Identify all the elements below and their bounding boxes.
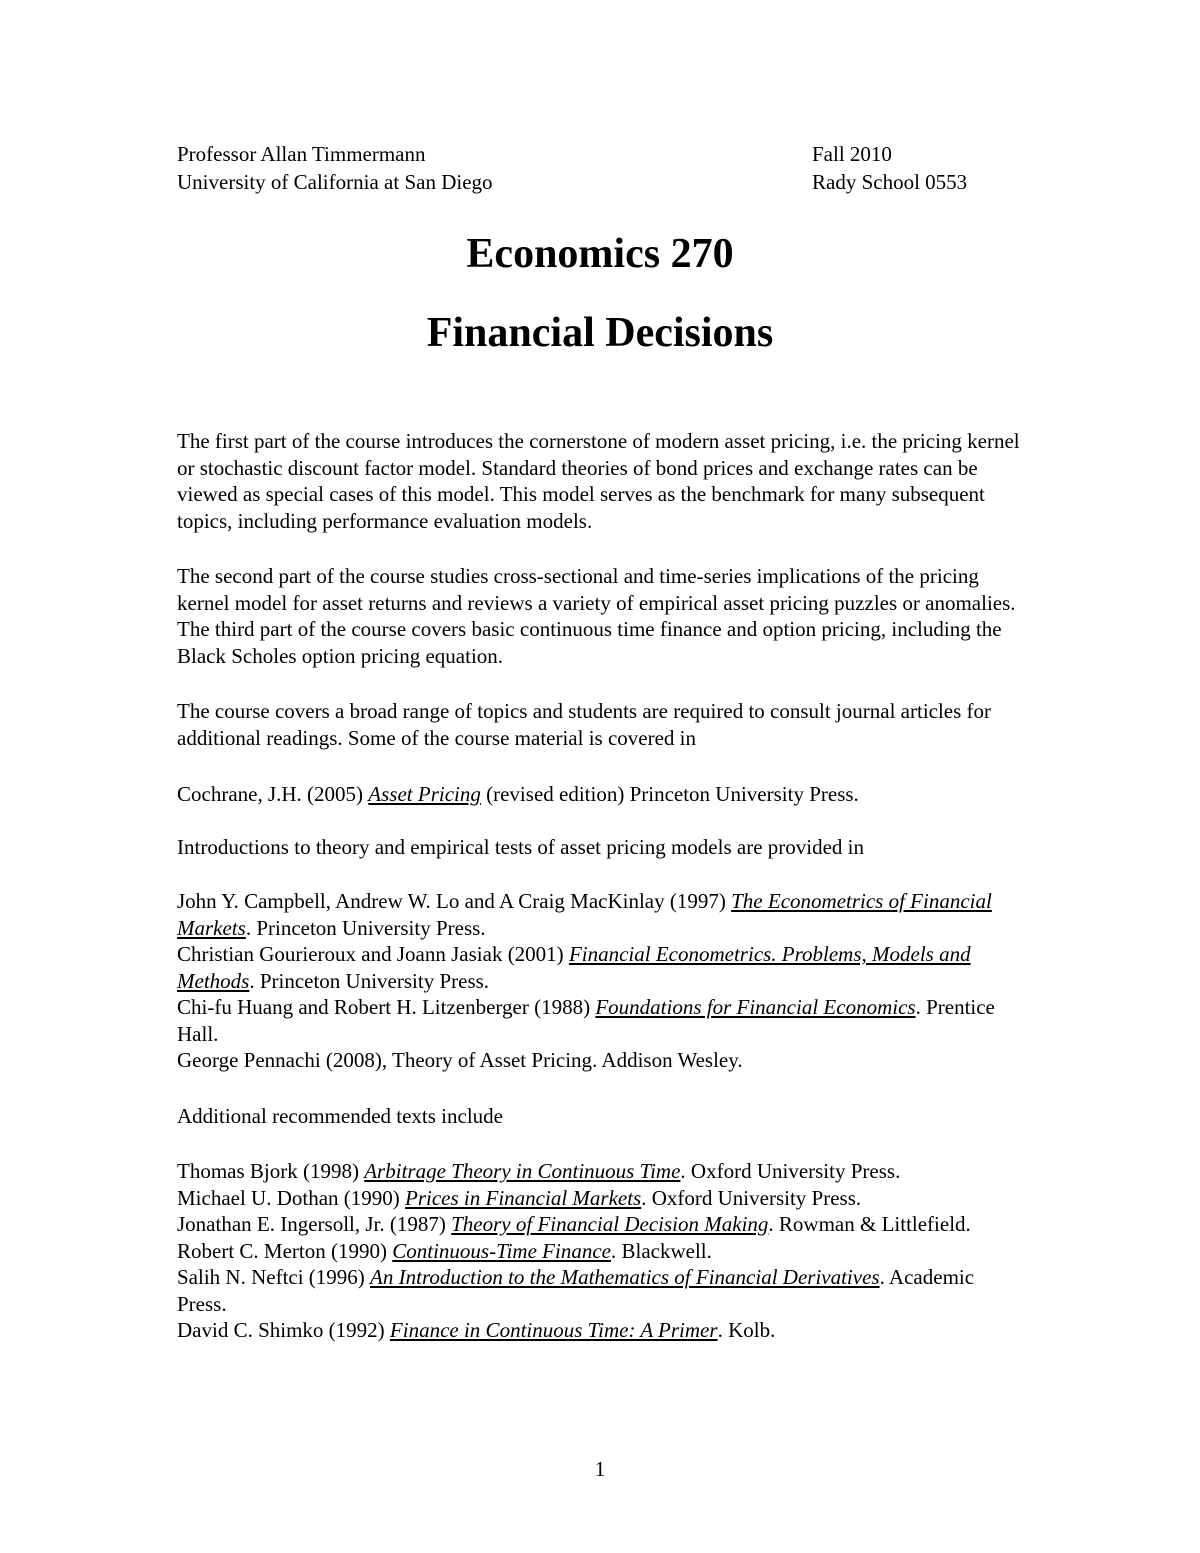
reference-publisher: . Oxford University Press.: [680, 1159, 901, 1183]
reference-authors: David C. Shimko (1992): [177, 1318, 390, 1342]
reference-publisher: . Kolb.: [717, 1318, 776, 1342]
paragraph-text: The first part of the course introduces the cornerstone of modern asset pricing, i.e. the pricing kernel or stochastic discount factor model. Standard theories of bond prices and exchange rates can be viewed as special cases of this model. This model serves as the benchmark for many subsequent topics, including performance evaluation models.: [177, 429, 1020, 533]
reference-title: An Introduction to the Mathematics of Financial Derivatives: [370, 1265, 880, 1289]
institution-line: University of California at San Diego: [177, 170, 493, 194]
reference-item: [177, 994, 1027, 1047]
reference-title: Prices in Financial Markets: [405, 1185, 642, 1210]
reference-item: [177, 781, 1027, 808]
paragraph-1: [177, 428, 1027, 534]
course-name: Financial Decisions: [426, 310, 774, 356]
reference-title: Foundations for Financial Economics: [595, 995, 916, 1019]
reference-authors: Thomas Bjork (1998): [177, 1159, 365, 1183]
reference-publisher: . Blackwell.: [610, 1238, 712, 1263]
reference-item: [177, 1317, 1027, 1344]
additional-references: [177, 1158, 1027, 1344]
reference-item: [177, 1047, 1027, 1074]
intro-references: [177, 888, 1027, 1074]
reference-title: The Econometrics of Financial Markets: [177, 889, 992, 940]
reference-publisher: . Academic Press.: [177, 1265, 975, 1316]
location-line: Rady School 0553: [812, 170, 968, 194]
reference-publisher: . Oxford University Press.: [641, 1185, 862, 1210]
reference-item: [177, 941, 1027, 994]
reference-publisher: . Princeton University Press.: [249, 968, 490, 993]
reference-publisher: . Princeton University Press.: [245, 915, 486, 940]
paragraph-2: [177, 563, 1027, 669]
reference-authors: Robert C. Merton (1990): [177, 1238, 393, 1263]
paragraph-text: Introductions to theory and empirical tests of asset pricing models are provided in: [177, 835, 864, 859]
reference-title: Asset Pricing: [368, 782, 481, 806]
page-number: 1: [594, 1457, 606, 1481]
reference-item: [177, 1211, 1027, 1238]
reference-title: Arbitrage Theory in Continuous Time: [364, 1159, 681, 1183]
reference-item: [177, 1185, 1027, 1212]
term-line: Fall 2010: [812, 142, 892, 166]
reference-authors: Jonathan E. Ingersoll, Jr. (1987): [177, 1212, 452, 1236]
reference-authors: John Y. Campbell, Andrew W. Lo and A Craig MacKinlay (1997): [177, 889, 732, 913]
header-left: [177, 140, 493, 196]
paragraph-3: [177, 698, 1027, 751]
paragraph-text: The second part of the course studies cross-sectional and time-series implications of the pricing kernel model for asset returns and reviews a variety of empirical asset pricing puzzles or anomalies. The third part of the course covers basic continuous time finance and option pricing, including the Black Scholes option pricing equation.: [177, 564, 1016, 668]
author-line: Professor Allan Timmermann: [177, 142, 426, 166]
reference-item: [177, 1238, 1027, 1265]
reference-authors: Cochrane, J.H. (2005): [177, 782, 369, 806]
reference-title: Continuous-Time Finance: [392, 1238, 611, 1263]
reference-publisher: (revised edition) Princeton University Press.: [480, 782, 859, 806]
reference-authors: Salih N. Neftci (1996): [177, 1265, 371, 1289]
reference-publisher: . Prentice Hall.: [177, 995, 995, 1046]
reference-publisher: . Rowman & Littlefield.: [768, 1212, 971, 1236]
reference-item: [177, 1158, 1027, 1185]
reference-authors: Chi-fu Huang and Robert H. Litzenberger (1988): [177, 995, 596, 1019]
header-right: [812, 140, 967, 196]
reference-title: Financial Econometrics. Problems, Models and Methods: [177, 942, 971, 993]
paragraph-text: The course covers a broad range of topics and students are required to consult journal articles for additional readings. Some of the course material is covered in: [177, 699, 992, 750]
course-title: Economics 270: [466, 231, 734, 277]
reference-title: Theory of Financial Decision Making: [451, 1212, 769, 1236]
additional-text: [177, 1103, 1027, 1130]
main-reference: [177, 781, 1027, 808]
reference-item: [177, 888, 1027, 941]
reference-item: [177, 1264, 1027, 1317]
reference-authors: Christian Gourieroux and Joann Jasiak (2001): [177, 942, 569, 966]
intro-text: [177, 834, 1027, 861]
reference-authors: George Pennachi (2008), Theory of Asset Pricing. Addison Wesley.: [177, 1048, 743, 1072]
reference-title: Finance in Continuous Time: A Primer: [389, 1318, 718, 1342]
paragraph-text: Additional recommended texts include: [177, 1104, 503, 1128]
reference-authors: Michael U. Dothan (1990): [177, 1185, 406, 1210]
